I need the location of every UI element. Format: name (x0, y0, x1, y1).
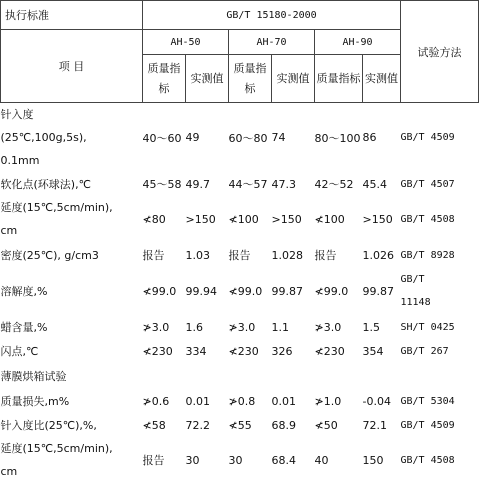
table-row (1, 268, 479, 314)
spec-value: 60～80 (228, 131, 268, 145)
standard-value: GB/T 15180-2000 (143, 1, 401, 30)
spec-value: ≯0.8 (228, 394, 256, 408)
spec-value: ≮58 (142, 418, 166, 432)
measured-value: 1.1 (271, 320, 289, 334)
item-name-line: cm (0, 465, 18, 478)
test-method (401, 268, 479, 314)
test-method-line: 11148 (400, 297, 431, 308)
test-method-line: GB/T 4509 (400, 132, 455, 143)
item-name-line: 薄膜烘箱试验 (0, 369, 67, 383)
spec-value: ≮50 (314, 418, 338, 432)
measured-value: 334 (185, 345, 207, 358)
spec-value: 44～57 (228, 178, 268, 191)
measured-value: 1.6 (185, 320, 203, 334)
item-header: 项 目 (1, 30, 143, 103)
spec-value (229, 363, 272, 389)
item-name-line: 软化点(环球法),℃ (0, 177, 91, 191)
item-name-line: 质量损失,m% (0, 394, 70, 408)
spec-value: ≮99.0 (228, 284, 263, 298)
item-name-line: 针入度 (0, 108, 34, 121)
table-row (1, 196, 479, 242)
item-name (1, 103, 143, 173)
table-row (1, 363, 479, 389)
spec-value: 40 (314, 453, 329, 467)
test-method (401, 314, 479, 340)
test-method-line: SH/T 0425 (400, 321, 455, 333)
spec-value: ≮230 (228, 345, 259, 358)
table-row (1, 413, 479, 437)
measured-value: 99.87 (362, 284, 394, 298)
measured-value: 30 (185, 453, 200, 467)
item-name (1, 389, 143, 413)
spec-value: ≮99.0 (314, 284, 349, 298)
measured-value: 99.87 (271, 284, 303, 298)
spec-value: ≮55 (228, 418, 252, 432)
spec-value: ≯3.0 (142, 320, 170, 334)
measured-value (363, 363, 401, 389)
measured-value: 47.3 (271, 177, 296, 191)
grade-ah90: AH-90 (315, 30, 401, 55)
spec-value: 30 (228, 453, 243, 467)
test-method (401, 196, 479, 242)
spec-value (315, 363, 363, 389)
test-method-line: GB/T 4508 (400, 454, 455, 466)
spec-value: 报告 (314, 249, 337, 262)
item-name (1, 363, 143, 389)
item-name-line: 密度(25℃), g/cm3 (0, 248, 99, 262)
test-method (401, 363, 479, 389)
test-method-line: GB/T 8928 (400, 249, 455, 261)
measured-value: 68.4 (271, 453, 296, 467)
test-method (401, 172, 479, 196)
spec-value: 报告 (228, 249, 251, 262)
spec-header: 质量指标 (143, 55, 186, 103)
spec-value: ≮230 (142, 345, 173, 358)
item-name (1, 196, 143, 242)
test-method-line: GB/T (400, 274, 425, 285)
spec-header: 质量指标 (315, 55, 363, 103)
measured-value: 150 (362, 453, 384, 467)
item-name (1, 242, 143, 268)
item-name (1, 314, 143, 340)
item-name-line: 延度(15℃,5cm/min), (0, 201, 113, 214)
item-name-line: 闪点,℃ (0, 345, 39, 358)
header-row-standard (1, 1, 479, 30)
measured-value: 326 (271, 345, 293, 358)
table-row (1, 389, 479, 413)
measured-value: 1.028 (271, 248, 303, 262)
measured-value: 1.03 (185, 248, 210, 262)
spec-value: 42～52 (314, 178, 354, 191)
spec-value: ≮100 (314, 212, 345, 226)
measured-value: 0.01 (271, 394, 296, 408)
spec-value: 80～100 (314, 131, 361, 145)
measured-value: 0.01 (185, 394, 210, 408)
test-method (401, 103, 479, 173)
measured-header: 实测值 (272, 55, 315, 103)
measured-value: >150 (271, 212, 302, 226)
item-name-line: 0.1mm (0, 154, 40, 167)
measured-value: 86 (362, 131, 377, 144)
table-row (1, 437, 479, 483)
measured-value: 99.94 (185, 284, 217, 298)
item-name (1, 413, 143, 437)
spec-value: ≯3.0 (228, 320, 256, 334)
test-method (401, 340, 479, 363)
test-method-line: GB/T 5304 (400, 395, 455, 407)
measured-value (272, 363, 315, 389)
spec-header: 质量指标 (229, 55, 272, 103)
measured-value: 49.7 (185, 177, 210, 191)
measured-value: 74 (271, 131, 286, 144)
item-name (1, 268, 143, 314)
spec-value: 报告 (142, 454, 165, 467)
measured-value: 354 (362, 345, 384, 358)
measured-value: 45.4 (362, 177, 387, 191)
item-name (1, 172, 143, 196)
spec-value: ≮80 (142, 212, 166, 226)
table-row (1, 172, 479, 196)
test-method-line: GB/T 4509 (400, 419, 455, 431)
test-method-line: GB/T 267 (400, 346, 449, 357)
spec-value: ≮230 (314, 345, 345, 358)
spec-value: ≯1.0 (314, 394, 342, 408)
test-method (401, 413, 479, 437)
spec-value: ≮100 (228, 212, 259, 226)
item-name-line: 针入度比(25℃),%, (0, 418, 97, 432)
item-name-line: (25℃,100g,5s), (0, 131, 87, 144)
spec-value: ≮99.0 (142, 284, 177, 298)
item-name (1, 340, 143, 363)
test-method-line: GB/T 4508 (400, 213, 455, 225)
item-name-line: 延度(15℃,5cm/min), (0, 442, 113, 455)
item-name-line: 蜡含量,% (0, 320, 48, 334)
measured-value: 1.026 (362, 248, 394, 262)
table-row (1, 242, 479, 268)
spec-value: 报告 (142, 249, 165, 262)
table-row (1, 314, 479, 340)
standard-label: 执行标准 (1, 1, 143, 30)
measured-value: 72.1 (362, 418, 387, 432)
measured-value: -0.04 (362, 394, 391, 408)
measured-value: 72.2 (185, 418, 210, 432)
measured-value (186, 363, 229, 389)
item-name-line: cm (0, 224, 18, 237)
measured-value: 68.9 (271, 418, 296, 432)
item-name-line: 溶解度,% (0, 284, 48, 298)
measured-value: 1.5 (362, 320, 380, 334)
spec-value: 45～58 (142, 178, 182, 191)
measured-value: 49 (185, 131, 200, 144)
measured-header: 实测值 (186, 55, 229, 103)
method-header: 试验方法 (401, 1, 479, 103)
measured-value: >150 (362, 212, 393, 226)
measured-header: 实测值 (363, 55, 401, 103)
spec-value: 40～60 (142, 131, 182, 145)
test-method (401, 389, 479, 413)
table-row (1, 340, 479, 363)
test-method-line: GB/T 4507 (400, 178, 455, 190)
spec-value: ≯3.0 (314, 320, 342, 334)
grade-ah50: AH-50 (143, 30, 229, 55)
table-row (1, 103, 479, 173)
item-name (1, 437, 143, 483)
measured-value: >150 (185, 212, 216, 226)
grade-ah70: AH-70 (229, 30, 315, 55)
spec-value (143, 363, 186, 389)
test-method (401, 242, 479, 268)
spec-value: ≯0.6 (142, 394, 170, 408)
test-method (401, 437, 479, 483)
